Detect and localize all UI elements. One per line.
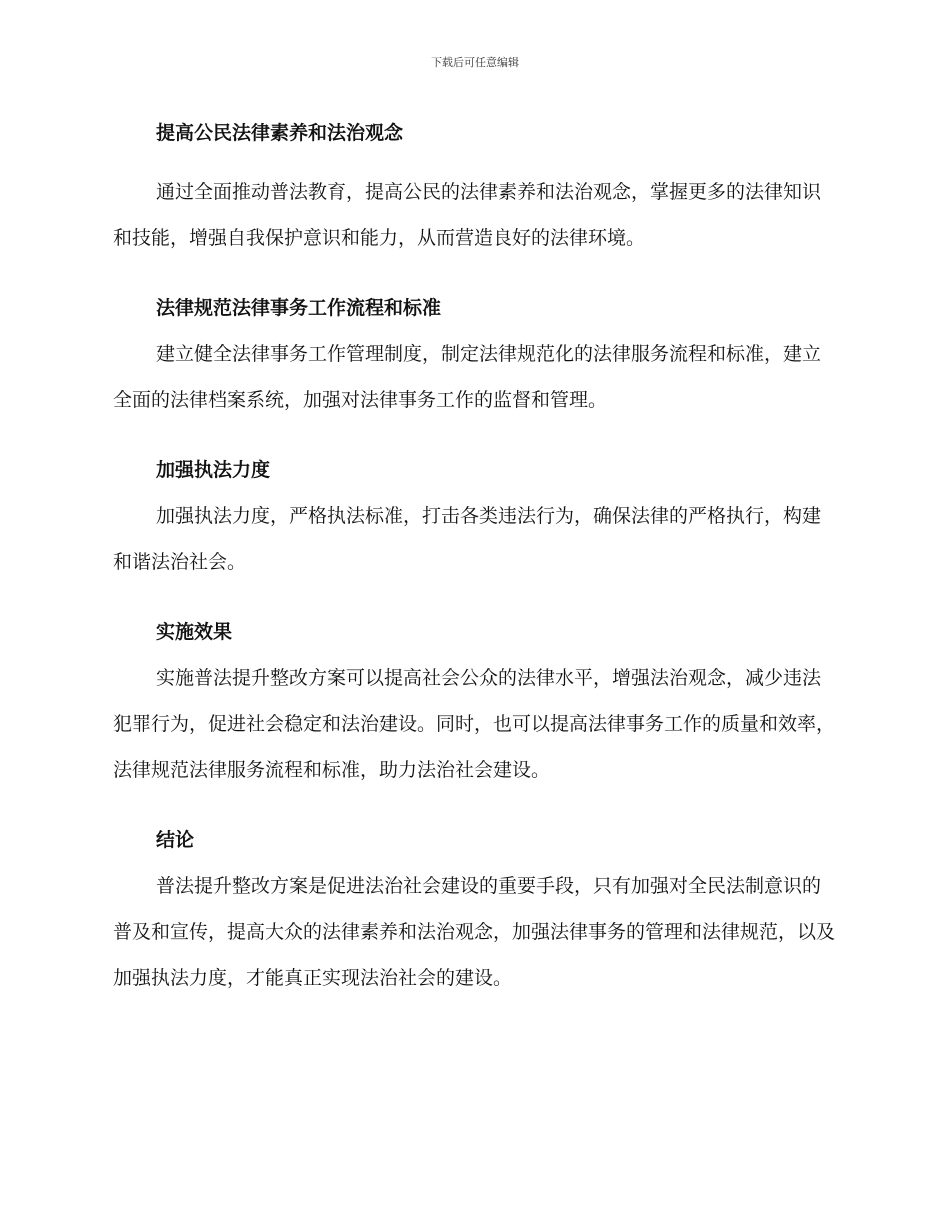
page-header: 下载后可任意编辑 <box>431 56 519 69</box>
section-heading: 提高公民法律素养和法治观念 <box>156 122 404 144</box>
section-heading: 结论 <box>156 829 195 851</box>
section-paragraph: 普法提升整改方案是促进法治社会建设的重要手段，只有加强对全民法制意识的普及和宣传，提高大众的法律素养和法治观念，加强法律事务的管理和法律规范，以及加强执法力度，才能真正实现法治社会的建设。 <box>113 875 836 989</box>
section-paragraph: 通过全面推动普法教育，提高公民的法律素养和法治观念，掌握更多的法律知识和技能，增强自我保护意识和能力，从而营造良好的法律环境。 <box>113 181 822 249</box>
section-paragraph: 加强执法力度，严格执法标准，打击各类违法行为，确保法律的严格执行，构建和谐法治社会。 <box>113 505 822 573</box>
section <box>113 817 835 1001</box>
document-body <box>113 110 835 1025</box>
section-heading: 加强执法力度 <box>156 459 271 481</box>
section-paragraph: 建立健全法律事务工作管理制度，制定法律规范化的法律服务流程和标准，建立全面的法律档案系统，加强对法律事务工作的监督和管理。 <box>113 343 822 411</box>
section <box>113 609 835 793</box>
section-heading: 实施效果 <box>156 621 233 643</box>
section <box>113 447 835 585</box>
section <box>113 110 835 261</box>
section <box>113 285 835 423</box>
section-paragraph: 实施普法提升整改方案可以提高社会公众的法律水平，增强法治观念，减少违法犯罪行为，促进社会稳定和法治建设。同时，也可以提高法律事务工作的质量和效率，法律规范法律服务流程和标准，助力法治社会建设。 <box>113 667 836 781</box>
section-heading: 法律规范法律事务工作流程和标准 <box>156 297 442 319</box>
